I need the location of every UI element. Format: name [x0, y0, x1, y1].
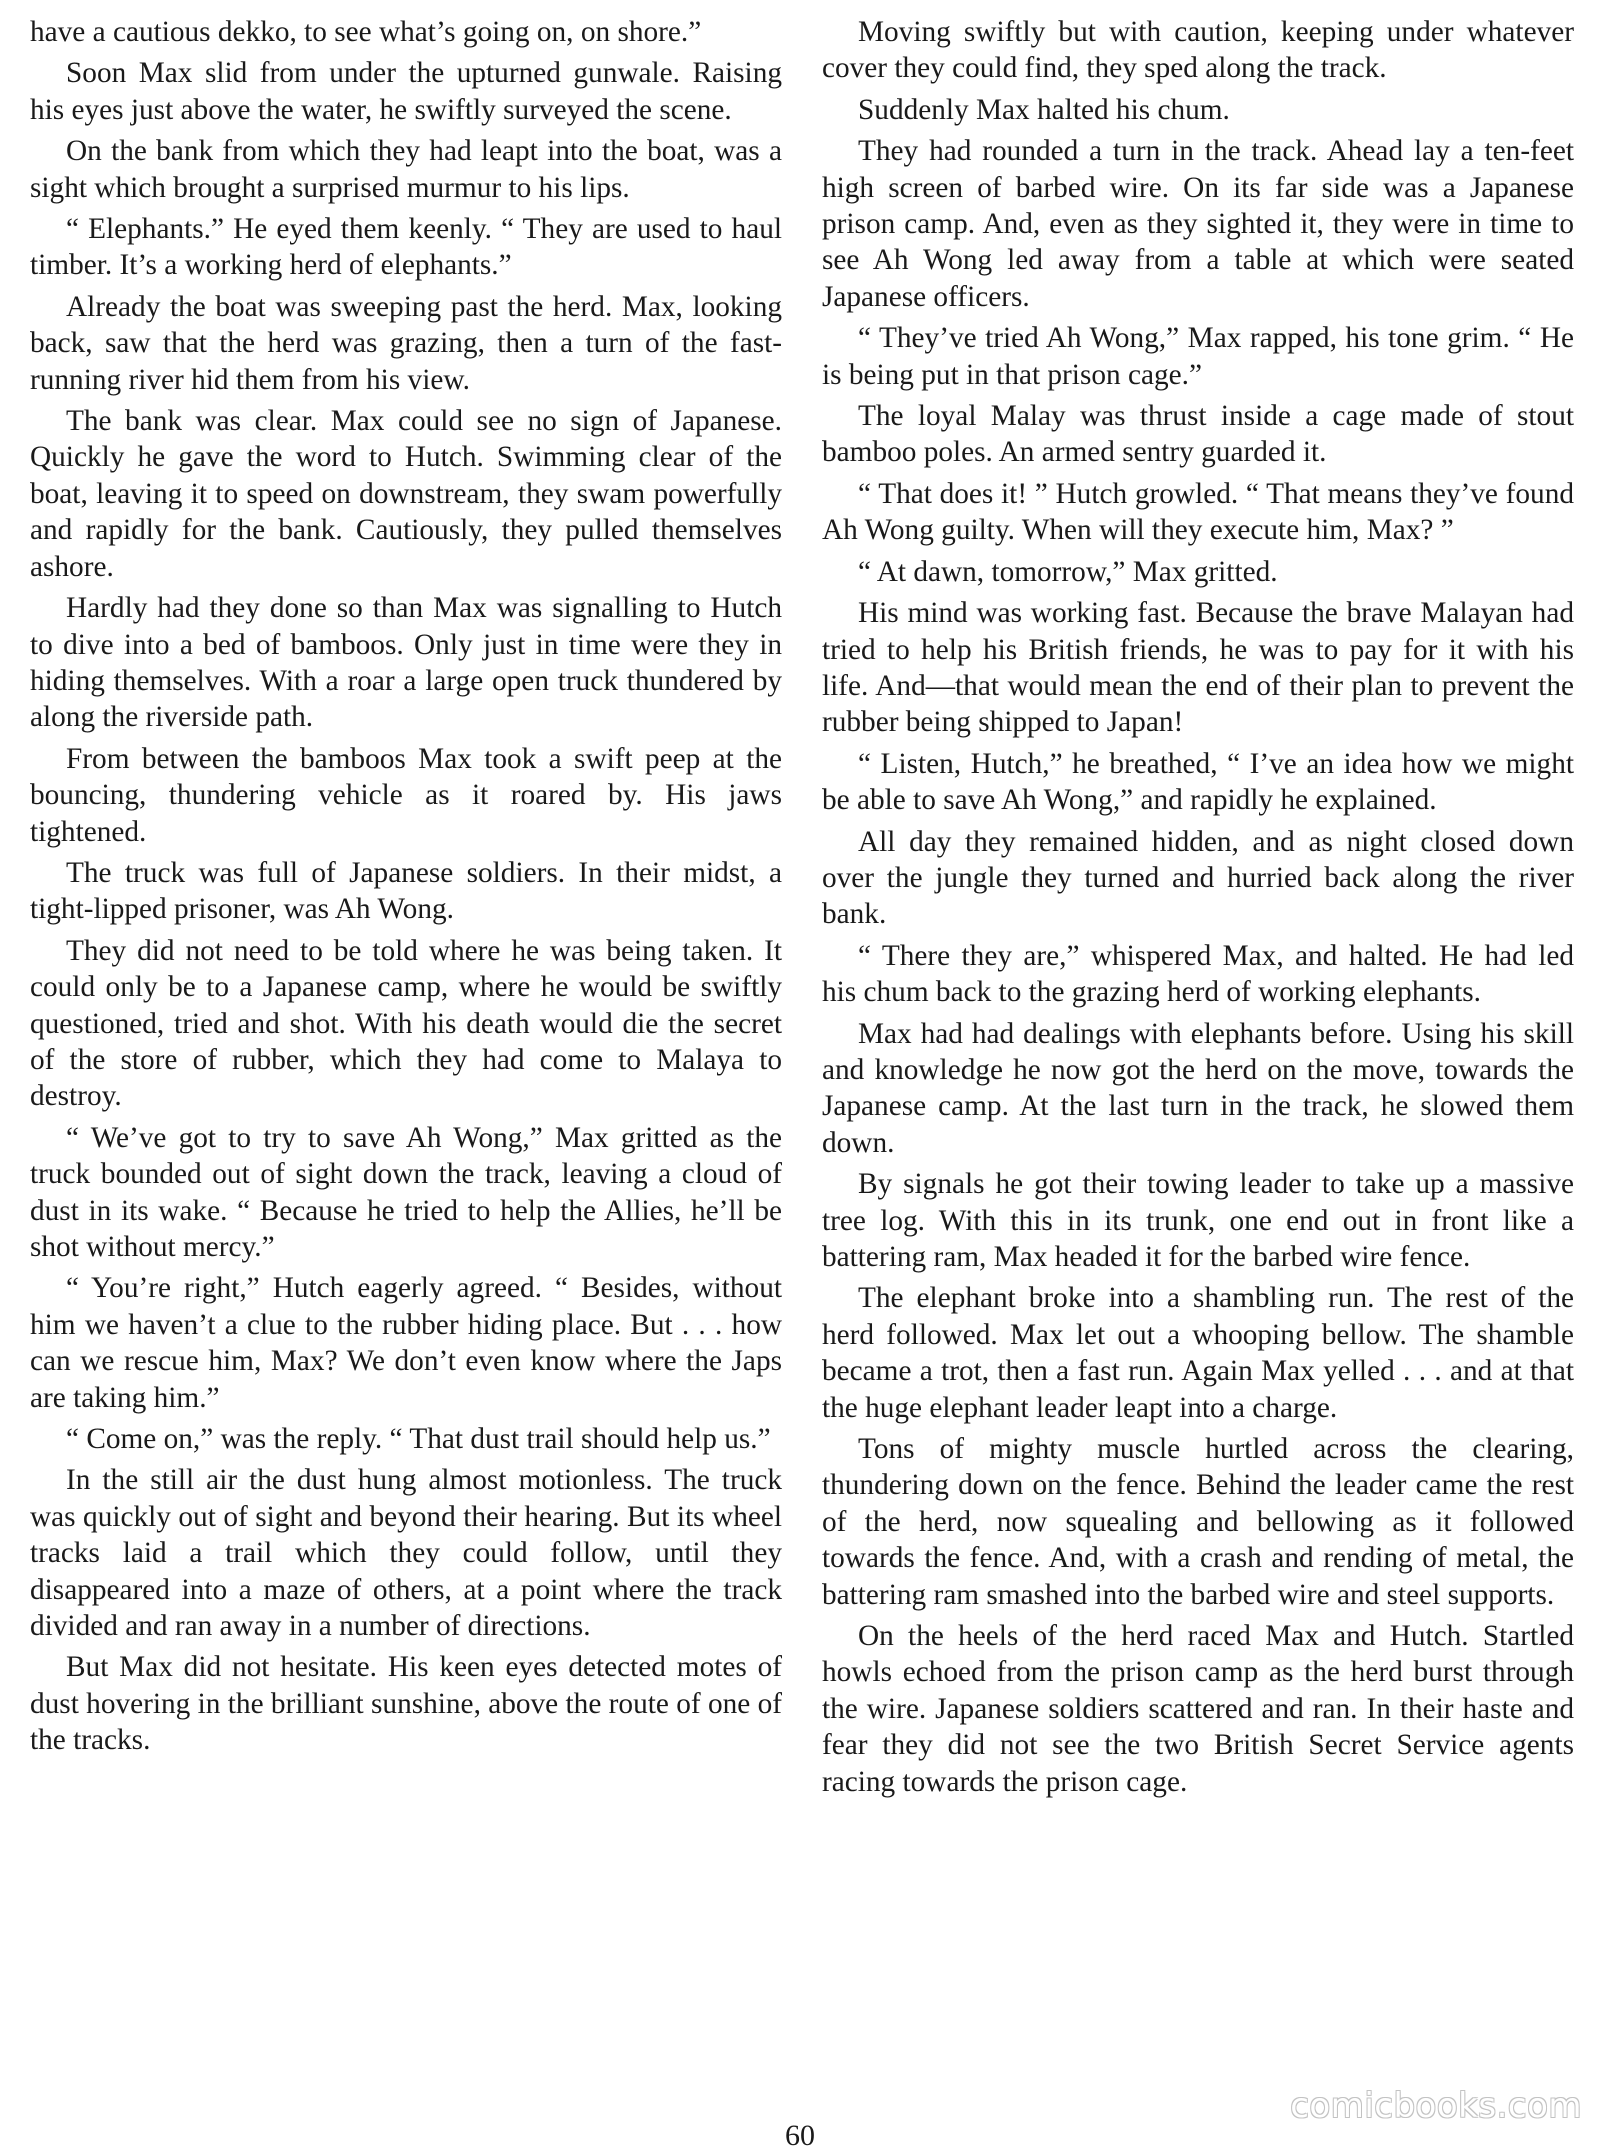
paragraph: The loyal Malay was thrust inside a cage made of stout bamboo poles. An armed sentry guarded it.	[822, 400, 1574, 469]
paragraph: The truck was full of Japanese soldiers. In their midst, a tight-lipped prisoner, was Ah Wong.	[30, 856, 782, 926]
paragraph: The elephant broke into a shambling run. The rest of the herd followed. Max let out a whooping bellow. The shamble became a trot, then a fast run. Again Max yelled . . . and at that the huge elephant leader leapt into a charge.	[822, 1282, 1574, 1424]
left-column	[30, 14, 782, 2084]
paragraph: “ We’ve got to try to save Ah Wong,” Max gritted as the truck bounded out of sight down the track, leaving a cloud of dust in its wake. “ Because he tried to help the Allies, he’ll be shot without mercy.”	[30, 1121, 782, 1263]
page-body	[30, 14, 1575, 2084]
right-column	[822, 14, 1574, 2084]
paragraph: They had rounded a turn in the track. Ahead lay a ten-feet high screen of barbed wire. On its far side was a Japanese prison camp. And, even as they sighted it, they were in time to see Ah Wong led away from a table at which were seated Japanese officers.	[822, 135, 1574, 313]
paragraph: “ They’ve tried Ah Wong,” Max rapped, his tone grim. “ He is being put in that prison cage.”	[822, 322, 1574, 391]
paragraph: “ Listen, Hutch,” he breathed, “ I’ve an idea how we might be able to save Ah Wong,” and rapidly he explained.	[822, 747, 1574, 817]
paragraph: “ Come on,” was the reply. “ That dust trail should help us.”	[66, 1423, 771, 1456]
page-number: 60	[785, 2119, 815, 2152]
paragraph: “ Elephants.” He eyed them keenly. “ They are used to haul timber. It’s a working herd of elephants.”	[30, 213, 782, 282]
paragraph: From between the bamboos Max took a swift peep at the bouncing, thundering vehicle as it roared by. His jaws tightened.	[30, 742, 782, 848]
paragraph: On the bank from which they had leapt into the boat, was a sight which brought a surprised murmur to his lips.	[30, 135, 782, 204]
paragraph: Suddenly Max halted his chum.	[858, 93, 1230, 126]
paragraph: But Max did not hesitate. His keen eyes detected motes of dust hovering in the brilliant sunshine, above the route of one of the tracks.	[30, 1651, 782, 1757]
paragraph: Soon Max slid from under the upturned gunwale. Raising his eyes just above the water, he swiftly surveyed the scene.	[30, 57, 782, 126]
paragraph: Moving swiftly but with caution, keeping under whatever cover they could find, they sped along the track.	[822, 16, 1574, 85]
paragraph: “ There they are,” whispered Max, and halted. He had led his chum back to the grazing herd of working elephants.	[822, 939, 1574, 1009]
paragraph: “ That does it! ” Hutch growled. “ That means they’ve found Ah Wong guilty. When will they execute him, Max? ”	[822, 477, 1574, 547]
paragraph: Max had had dealings with elephants before. Using his skill and knowledge he now got the herd on the move, towards the Japanese camp. At the last turn in the track, he slowed them down.	[822, 1017, 1574, 1159]
paragraph: They did not need to be told where he was being taken. It could only be to a Japanese camp, where he would be swiftly questioned, tried and shot. With his death would die the secret of the store of rubber, which they had come to Malaya to destroy.	[30, 934, 782, 1113]
paragraph: Tons of mighty muscle hurtled across the clearing, thundering down on the fence. Behind the leader came the rest of the herd, now squealing and bellowing as it followed towards the fence. And, with a crash and rending of metal, the battering ram smashed into the barbed wire and steel supports.	[822, 1433, 1574, 1611]
paragraph: By signals he got their towing leader to take up a massive tree log. With this in its trunk, one end out in front like a battering ram, Max headed it for the barbed wire fence.	[822, 1168, 1574, 1273]
paragraph: The bank was clear. Max could see no sign of Japanese. Quickly he gave the word to Hutch. Swimming clear of the boat, leaving it to speed on downstream, they swam powerfully and rapidly for the bank. Cautiously, they pulled themselves ashore.	[30, 405, 782, 583]
paragraph: have a cautious dekko, to see what’s going on, on shore.”	[30, 16, 702, 48]
paragraph: “ At dawn, tomorrow,” Max gritted.	[858, 555, 1278, 588]
paragraph: “ You’re right,” Hutch eagerly agreed. “ Besides, without him we haven’t a clue to the rubber hiding place. But . . . how can we rescue him, Max? We don’t even know where the Japs are taking him.”	[30, 1272, 782, 1414]
paragraph: His mind was working fast. Because the brave Malayan had tried to help his British friends, he was to pay for it with his life. And—that would mean the end of their plan to prevent the rubber being shipped to Japan!	[822, 597, 1574, 739]
watermark: comicbooks.com	[1290, 2086, 1582, 2126]
paragraph: In the still air the dust hung almost motionless. The truck was quickly out of sight and beyond their hearing. But its wheel tracks laid a trail which they could follow, until they disappeared into a maze of others, at a point where the track divided and ran away in a number of directions.	[30, 1464, 782, 1643]
paragraph: Already the boat was sweeping past the herd. Max, looking back, saw that the herd was grazing, then a turn of the fast-running river hid them from his view.	[30, 290, 782, 396]
paragraph: All day they remained hidden, and as night closed down over the jungle they turned and hurried back along the river bank.	[822, 825, 1574, 931]
paragraph: On the heels of the herd raced Max and Hutch. Startled howls echoed from the prison camp as the herd burst through the wire. Japanese soldiers scattered and ran. In their haste and fear they did not see the two British Secret Service agents racing towards the prison cage.	[822, 1620, 1574, 1798]
paragraph: Hardly had they done so than Max was signalling to Hutch to dive into a bed of bamboos. Only just in time were they in hiding themselves. With a roar a large open truck thundered by along the riverside path.	[30, 592, 782, 734]
